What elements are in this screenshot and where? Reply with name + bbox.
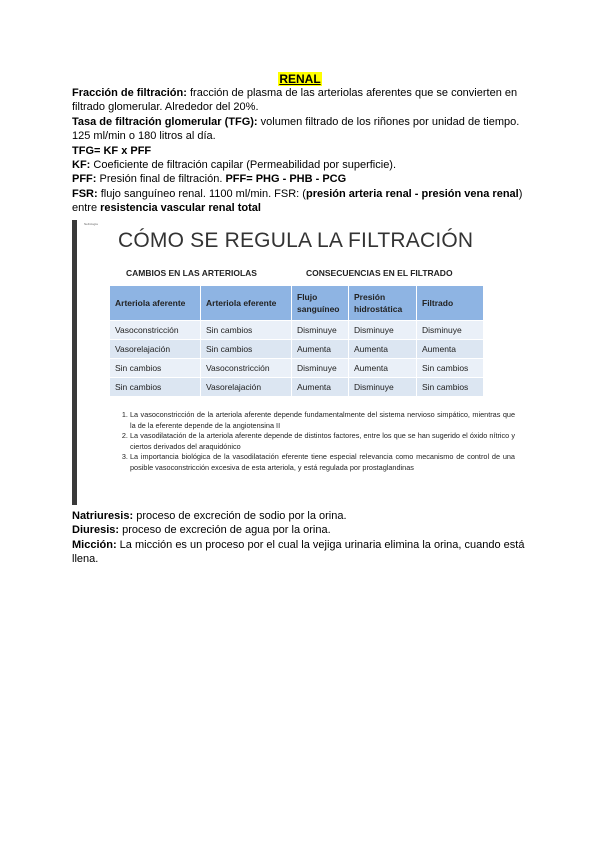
paragraph-fsr: FSR: flujo sanguíneo renal. 1100 ml/min. FSR: (presión arteria renal - presión vena renal) entre resistencia vascular renal total — [72, 188, 523, 214]
table-cell: Vasoconstricción — [110, 321, 201, 340]
slide-side-bar — [72, 220, 77, 505]
table-cell: Sin cambios — [417, 378, 484, 397]
paragraph-pff: PFF: Presión final de filtración. PFF= PHG - PHB - PCG — [72, 173, 347, 185]
slide-notes-list — [110, 410, 515, 473]
list-item: 3. La importancia biológica de la vasodilatación eferente tiene especial relevancia como mecanismo de control de una posible vasoconstricción excesiva de esta arteriola, y está regulada por prostaglandinas — [130, 452, 515, 473]
slide-tiny-label: Nefrología — [84, 222, 98, 226]
paragraph-tfg: Tasa de filtración glomerular (TFG): volumen filtrado de los riñones por unidad de tiempo. 125 ml/min o 180 litros al día. — [72, 116, 520, 142]
paragraph-miccion: Micción: La micción es un proceso por el cual la vejiga urinaria elimina la orina, cuando está llena. — [72, 539, 525, 565]
caption-arterioles: CAMBIOS EN LAS ARTERIOLAS — [126, 268, 257, 278]
paragraph-diuresis: Diuresis: proceso de excreción de agua por la orina. — [72, 524, 331, 536]
list-item: 2. La vasodilatación de la arteriola aferente depende de distintos factores, entre los que se han sugerido el óxido nítrico y ciertos derivados del araquidónico — [130, 431, 515, 452]
table-cell: Disminuye — [349, 321, 417, 340]
list-item: 1. La vasoconstricción de la arteriola aferente depende fundamentalmente del sistema nervioso simpático, mientras que la de la eferente depende de la angiotensina II — [130, 410, 515, 431]
table-header-cell: Filtrado — [417, 286, 484, 321]
table-cell: Sin cambios — [417, 359, 484, 378]
table-cell: Disminuye — [417, 321, 484, 340]
paragraph-kf: KF: Coeficiente de filtración capilar (Permeabilidad por superficie). — [72, 159, 397, 171]
filtration-slide-image — [72, 220, 528, 505]
formula-tfg: TFG= KF x PFF — [72, 145, 152, 157]
table-cell: Vasorelajación — [201, 378, 292, 397]
paragraph-fraccion-filtracion: Fracción de filtración: fracción de plasma de las arteriolas aferentes que se convierten en filtrado glomerular. Alrededor del 20%. — [72, 87, 518, 113]
table-cell: Sin cambios — [110, 359, 201, 378]
table-cell: Aumenta — [417, 340, 484, 359]
caption-consequences: CONSECUENCIAS EN EL FILTRADO — [306, 268, 453, 278]
table-header-cell: Presión hidrostática — [349, 286, 417, 321]
page-title: RENAL — [279, 72, 321, 86]
table-cell: Disminuye — [292, 321, 349, 340]
slide-title: CÓMO SE REGULA LA FILTRACIÓN — [118, 229, 474, 252]
table-cell: Disminuye — [349, 378, 417, 397]
paragraph-natriuresis: Natriuresis: proceso de excreción de sodio por la orina. — [72, 510, 347, 522]
table-header-cell: Flujo sanguíneo — [292, 286, 349, 321]
table-cell: Aumenta — [292, 340, 349, 359]
table-row — [110, 378, 484, 397]
table-cell: Disminuye — [292, 359, 349, 378]
table-cell: Sin cambios — [110, 378, 201, 397]
table-cell: Aumenta — [349, 340, 417, 359]
table-row — [110, 340, 484, 359]
table-row — [110, 359, 484, 378]
table-cell: Aumenta — [349, 359, 417, 378]
table-cell: Vasoconstricción — [201, 359, 292, 378]
table-header-cell: Arteriola eferente — [201, 286, 292, 321]
table-cell: Sin cambios — [201, 340, 292, 359]
table-cell: Vasorelajación — [110, 340, 201, 359]
table-header-cell: Arteriola aferente — [110, 286, 201, 321]
regulation-table — [110, 286, 484, 397]
table-header-row — [110, 286, 484, 321]
table-row — [110, 321, 484, 340]
table-cell: Aumenta — [292, 378, 349, 397]
table-cell: Sin cambios — [201, 321, 292, 340]
